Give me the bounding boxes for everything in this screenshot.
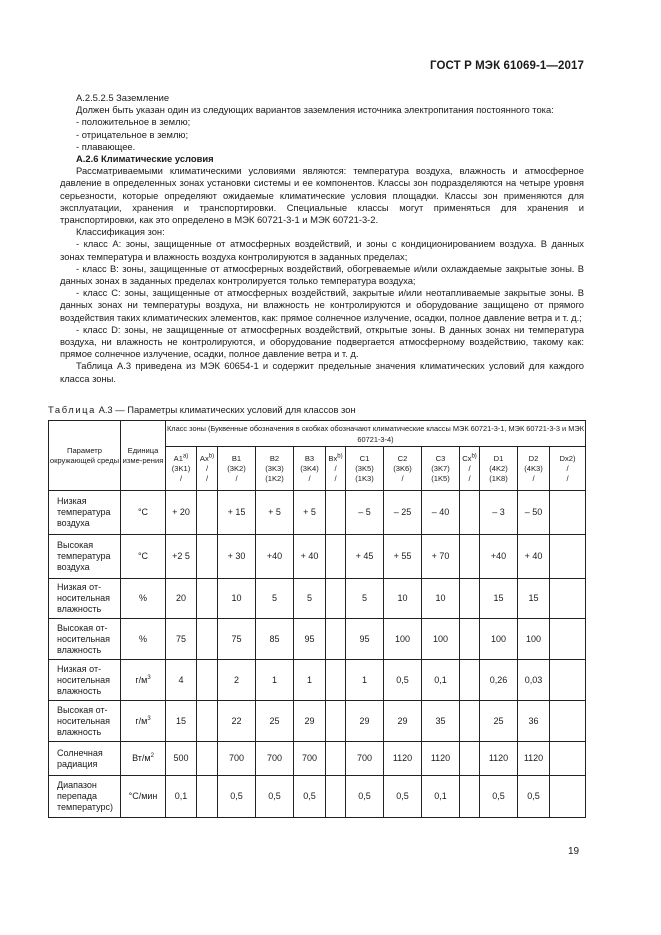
row-unit	[121, 619, 166, 660]
column-class-3k: /	[205, 463, 209, 473]
table-cell	[460, 701, 480, 742]
table-cell: – 50	[518, 491, 550, 535]
climate-table	[48, 420, 586, 818]
table-cell: 10	[384, 579, 422, 619]
table-cell	[326, 491, 346, 535]
table-cell: + 45	[346, 535, 384, 579]
table-cell	[550, 535, 586, 579]
unit-text: °C	[137, 507, 149, 517]
table-cell	[197, 660, 218, 701]
table-cell	[550, 660, 586, 701]
column-header	[218, 447, 256, 491]
table-cell: 10	[218, 579, 256, 619]
section-a26-title: А.2.6 Климатические условия	[76, 153, 214, 165]
footnote-mark: b)	[471, 452, 477, 459]
column-header-code	[346, 454, 383, 464]
column-class-1k: /	[179, 473, 183, 483]
table-cell: 1	[294, 660, 326, 701]
column-class-3k: (3K6)	[393, 463, 412, 473]
column-header-code	[256, 454, 293, 464]
row-unit	[121, 701, 166, 742]
table-cell	[460, 742, 480, 776]
column-header	[460, 447, 480, 491]
table-cell	[460, 776, 480, 818]
table-cell	[326, 701, 346, 742]
table-cell: 75	[166, 619, 197, 660]
column-header	[294, 447, 326, 491]
table-cell: 0,5	[384, 776, 422, 818]
row-param: Низкая от-носительная влажность	[49, 660, 121, 701]
row-param: Низкая от-носительная влажность	[49, 579, 121, 619]
header-zones: Класс зоны (Буквенные обозначения в скобках обозначают климатические классы МЭК 60721-3-1, МЭК 60721-3-3 и МЭК 60721-3-4)	[166, 421, 586, 447]
list-item: - плавающее.	[76, 140, 136, 152]
row-unit	[121, 776, 166, 818]
table-cell	[460, 491, 480, 535]
column-header-code	[550, 454, 585, 464]
column-class-3k: /	[334, 463, 337, 473]
table-cell	[326, 579, 346, 619]
table-cell: 100	[518, 619, 550, 660]
row-unit	[121, 660, 166, 701]
column-header-code	[218, 454, 255, 464]
document-header: ГОСТ Р МЭК 61069-1—2017	[430, 60, 584, 72]
column-code: Bx	[328, 453, 338, 463]
table-cell: 700	[256, 742, 294, 776]
table-cell: +40	[480, 535, 518, 579]
table-cell: 95	[294, 619, 326, 660]
column-class-3k: (3K2)	[227, 463, 246, 473]
table-cell: 5	[256, 579, 294, 619]
column-class-3k: (3K3)	[265, 463, 284, 473]
table-row	[49, 491, 586, 535]
table-cell: 75	[218, 619, 256, 660]
row-unit	[121, 742, 166, 776]
column-code: B1	[231, 453, 242, 463]
table-cell	[326, 535, 346, 579]
table-cell: – 3	[480, 491, 518, 535]
table-cell: 100	[384, 619, 422, 660]
column-code: C1	[359, 453, 370, 463]
table-cell: 0,26	[480, 660, 518, 701]
list-item: - положительное в землю;	[76, 116, 191, 128]
row-param: Солнечная радиация	[49, 742, 121, 776]
column-class-3k: (3K5)	[355, 463, 374, 473]
column-header-code	[326, 454, 345, 464]
table-cell	[197, 579, 218, 619]
table-cell: 5	[346, 579, 384, 619]
table-cell: 1120	[518, 742, 550, 776]
row-param: Высокая от-носительная влажность	[49, 619, 121, 660]
column-header-code	[422, 454, 459, 464]
table-cell	[550, 701, 586, 742]
table-cell: 700	[346, 742, 384, 776]
header-param: Параметр окружающей среды	[49, 421, 121, 491]
table-cell	[326, 660, 346, 701]
column-class-1k: (1K5)	[431, 473, 450, 483]
table-cell: 5	[294, 579, 326, 619]
table-cell: + 5	[256, 491, 294, 535]
unit-text: %	[138, 633, 147, 644]
table-cell: +40	[256, 535, 294, 579]
table-cell: 1	[256, 660, 294, 701]
column-class-1k: /	[308, 473, 311, 483]
column-class-3k: (3K7)	[431, 463, 450, 473]
table-cell	[550, 619, 586, 660]
table-cell: 0,5	[384, 660, 422, 701]
table-cell: 29	[346, 701, 384, 742]
table-cell: 1	[346, 660, 384, 701]
column-class-3k: (4K2)	[489, 463, 508, 473]
column-code: C3	[435, 453, 446, 463]
row-param: Высокая температура воздуха	[49, 535, 121, 579]
table-cell: + 40	[518, 535, 550, 579]
table-row	[49, 742, 586, 776]
column-class-1k: /	[468, 473, 471, 483]
column-header	[166, 447, 197, 491]
column-header-code	[480, 454, 517, 464]
unit-text: %	[138, 593, 147, 603]
table-cell	[197, 742, 218, 776]
table-cell	[550, 491, 586, 535]
unit-text: Вт/м	[132, 753, 151, 763]
column-code: D1	[493, 453, 504, 463]
column-header	[518, 447, 550, 491]
column-header	[384, 447, 422, 491]
table-cell: 0,5	[218, 776, 256, 818]
table-cell: + 15	[218, 491, 256, 535]
table-cell	[460, 579, 480, 619]
row-param: Высокая от-носительная влажность	[49, 701, 121, 742]
column-code: B3	[304, 453, 315, 463]
column-code: Ax	[199, 453, 209, 463]
column-class-1k: (1K3)	[355, 473, 374, 483]
paragraph: Рассматриваемыми климатическими условиями являются: температура воздуха, влажность и атмосферное давление в определенных зонах установки системы и ее компонентов. Классы зон подразделяются на четыре уровня серьезности, которые определяют ожидаемые климатические условия площадки. Классы зон применяются для эксплуатации, хранения и транспортировки. Специальные классы могут применяться для хранения и транспортировки, как это определено в МЭК 60721-3-1 и МЭК 60721-3-2.	[60, 165, 584, 226]
table-cell	[460, 535, 480, 579]
column-header	[550, 447, 586, 491]
column-header	[256, 447, 294, 491]
column-class-3k: (4K3)	[524, 463, 543, 473]
column-class-1k: (1K2)	[265, 473, 284, 483]
table-cell	[326, 619, 346, 660]
column-header	[480, 447, 518, 491]
table-row	[49, 660, 586, 701]
table-cell: + 20	[166, 491, 197, 535]
table-cell: – 5	[346, 491, 384, 535]
column-code: D2	[528, 453, 539, 463]
column-header-code	[460, 454, 479, 464]
table-cell: 29	[384, 701, 422, 742]
column-header	[197, 447, 218, 491]
table-cell: 500	[166, 742, 197, 776]
table-cell: 0,5	[294, 776, 326, 818]
class-c-paragraph: - класс С: зоны, защищенные от атмосферных воздействий, закрытые и/или неотапливаемые закрытые зоны. В данных зонах ни температуры воздуха, ни влажность не контролируются и оборудование защищено от прямого воздействия таких климатических элементов, как: прямое солнечное излучение, осадки, полное давление ветра и т. д.;	[60, 287, 584, 323]
column-code: B2	[269, 453, 280, 463]
table-cell: + 55	[384, 535, 422, 579]
table-cell: 15	[480, 579, 518, 619]
table-cell: 4	[166, 660, 197, 701]
column-header-code	[294, 454, 325, 464]
table-caption	[48, 404, 356, 415]
table-caption-text: А.3 — Параметры климатических условий для классов зон	[95, 404, 356, 415]
table-cell	[197, 491, 218, 535]
unit-text: °C/мин	[128, 791, 158, 801]
table-cell: 20	[166, 579, 197, 619]
table-cell: 700	[294, 742, 326, 776]
unit-text: г/м	[135, 715, 148, 726]
column-class-1k: /	[334, 473, 337, 483]
table-cell	[326, 742, 346, 776]
class-a-paragraph: - класс А: зоны, защищенные от атмосферных воздействий, и зоны с кондиционированием воздуха. В данных зонах температура и влажность воздуха контролируются в заданных пределах;	[60, 238, 584, 262]
footnote-mark: b)	[208, 452, 215, 459]
row-unit	[121, 579, 166, 619]
column-header	[346, 447, 384, 491]
table-cell: 0,1	[166, 776, 197, 818]
body-text	[60, 92, 584, 385]
column-class-1k: (1K8)	[489, 473, 508, 483]
row-param: Низкая температура воздуха	[49, 491, 121, 535]
table-cell: 0,5	[256, 776, 294, 818]
column-class-1k: /	[566, 473, 569, 483]
table-cell: 100	[480, 619, 518, 660]
page-number: 19	[568, 846, 580, 857]
table-cell	[460, 660, 480, 701]
table-cell: 36	[518, 701, 550, 742]
table-cell: + 5	[294, 491, 326, 535]
list-item: - отрицательное в землю;	[76, 128, 189, 140]
column-class-3k: (3K1)	[171, 463, 191, 473]
column-class-1k: /	[235, 473, 238, 483]
table-cell: + 30	[218, 535, 256, 579]
table-cell: 0,5	[346, 776, 384, 818]
table-cell: 1120	[422, 742, 460, 776]
column-header-code	[518, 454, 549, 464]
table-cell: 15	[166, 701, 197, 742]
table-cell: 95	[346, 619, 384, 660]
table-cell: 15	[518, 579, 550, 619]
column-code: Cx	[462, 453, 472, 463]
table-cell: 25	[480, 701, 518, 742]
table-cell: 100	[422, 619, 460, 660]
table-cell: 0,03	[518, 660, 550, 701]
column-class-3k: /	[468, 463, 471, 473]
table-cell: 85	[256, 619, 294, 660]
row-param: Диапазон перепада температурc)	[49, 776, 121, 818]
class-b-paragraph: - класс В: зоны, защищенные от атмосферных воздействий, обогреваемые и/или охлаждаемые закрытые зоны. В данных зонах в заданных пределах контролируется только температура воздуха;	[60, 262, 584, 287]
table-cell	[550, 776, 586, 818]
column-class-1k: /	[205, 473, 209, 483]
unit-text: г/м	[135, 674, 148, 685]
column-header-code	[384, 454, 421, 464]
column-class-1k: /	[532, 473, 535, 483]
column-class-3k: /	[566, 463, 569, 473]
column-class-3k: (3K4)	[300, 463, 319, 473]
table-cell	[460, 619, 480, 660]
table-cell: 0,1	[422, 660, 460, 701]
unit-exponent: 2	[150, 753, 154, 759]
table-cell: – 25	[384, 491, 422, 535]
column-header-code	[197, 454, 217, 464]
table-row	[49, 535, 586, 579]
table-row	[49, 579, 586, 619]
column-class-1k: /	[401, 473, 404, 483]
table-row	[49, 619, 586, 660]
section-a2525-intro: Должен быть указан один из следующих вариантов заземления источника электропитания постоянного тока:	[76, 104, 554, 116]
table-cell	[326, 776, 346, 818]
column-header	[422, 447, 460, 491]
table-cell: 1120	[384, 742, 422, 776]
table-cell	[197, 535, 218, 579]
table-cell: + 40	[294, 535, 326, 579]
table-cell: 0,5	[480, 776, 518, 818]
table-caption-prefix: Таблица	[48, 404, 96, 415]
column-code: A1	[173, 453, 183, 463]
unit-text: °C	[137, 551, 149, 561]
row-unit	[121, 491, 166, 535]
table-cell	[197, 619, 218, 660]
table-cell: 29	[294, 701, 326, 742]
table-cell: 0,5	[518, 776, 550, 818]
table-row	[49, 776, 586, 818]
table-cell: 22	[218, 701, 256, 742]
table-cell: 2	[218, 660, 256, 701]
table-cell: 700	[218, 742, 256, 776]
paragraph: Классификация зон:	[76, 226, 165, 238]
table-cell: + 70	[422, 535, 460, 579]
table-cell: 25	[256, 701, 294, 742]
footnote-mark: b)	[337, 452, 343, 459]
table-cell: – 40	[422, 491, 460, 535]
table-row	[49, 701, 586, 742]
paragraph: Таблица А.3 приведена из МЭК 60654-1 и содержит предельные значения климатических условий для каждого класса зоны.	[60, 360, 584, 384]
section-a2525-title: А.2.5.2.5 Заземление	[76, 92, 170, 103]
footnote-mark: a)	[182, 452, 189, 459]
unit-exponent: 3	[147, 715, 151, 722]
table-cell: 35	[422, 701, 460, 742]
table-cell	[197, 701, 218, 742]
table-cell: 1120	[480, 742, 518, 776]
table-cell: 0,1	[422, 776, 460, 818]
column-header	[326, 447, 346, 491]
table-cell: 10	[422, 579, 460, 619]
table-cell: +2 5	[166, 535, 197, 579]
column-code: C2	[397, 453, 408, 463]
column-header-code	[166, 454, 196, 464]
row-unit	[121, 535, 166, 579]
column-code: Dx2)	[559, 453, 576, 463]
table-cell	[550, 742, 586, 776]
header-unit: Единица изме-рения	[121, 421, 166, 491]
table-cell	[197, 776, 218, 818]
class-d-paragraph: - класс D: зоны, не защищенные от атмосферных воздействий, открытые зоны. В данных зонах ни температура воздуха, ни влажность не контролируются, и оборудование подвергается атмосферному воздействию, такому как: прямое солнечное излучение, осадки, полное давление ветра и т. д.	[60, 323, 584, 360]
table-cell	[550, 579, 586, 619]
unit-exponent: 3	[147, 674, 151, 681]
